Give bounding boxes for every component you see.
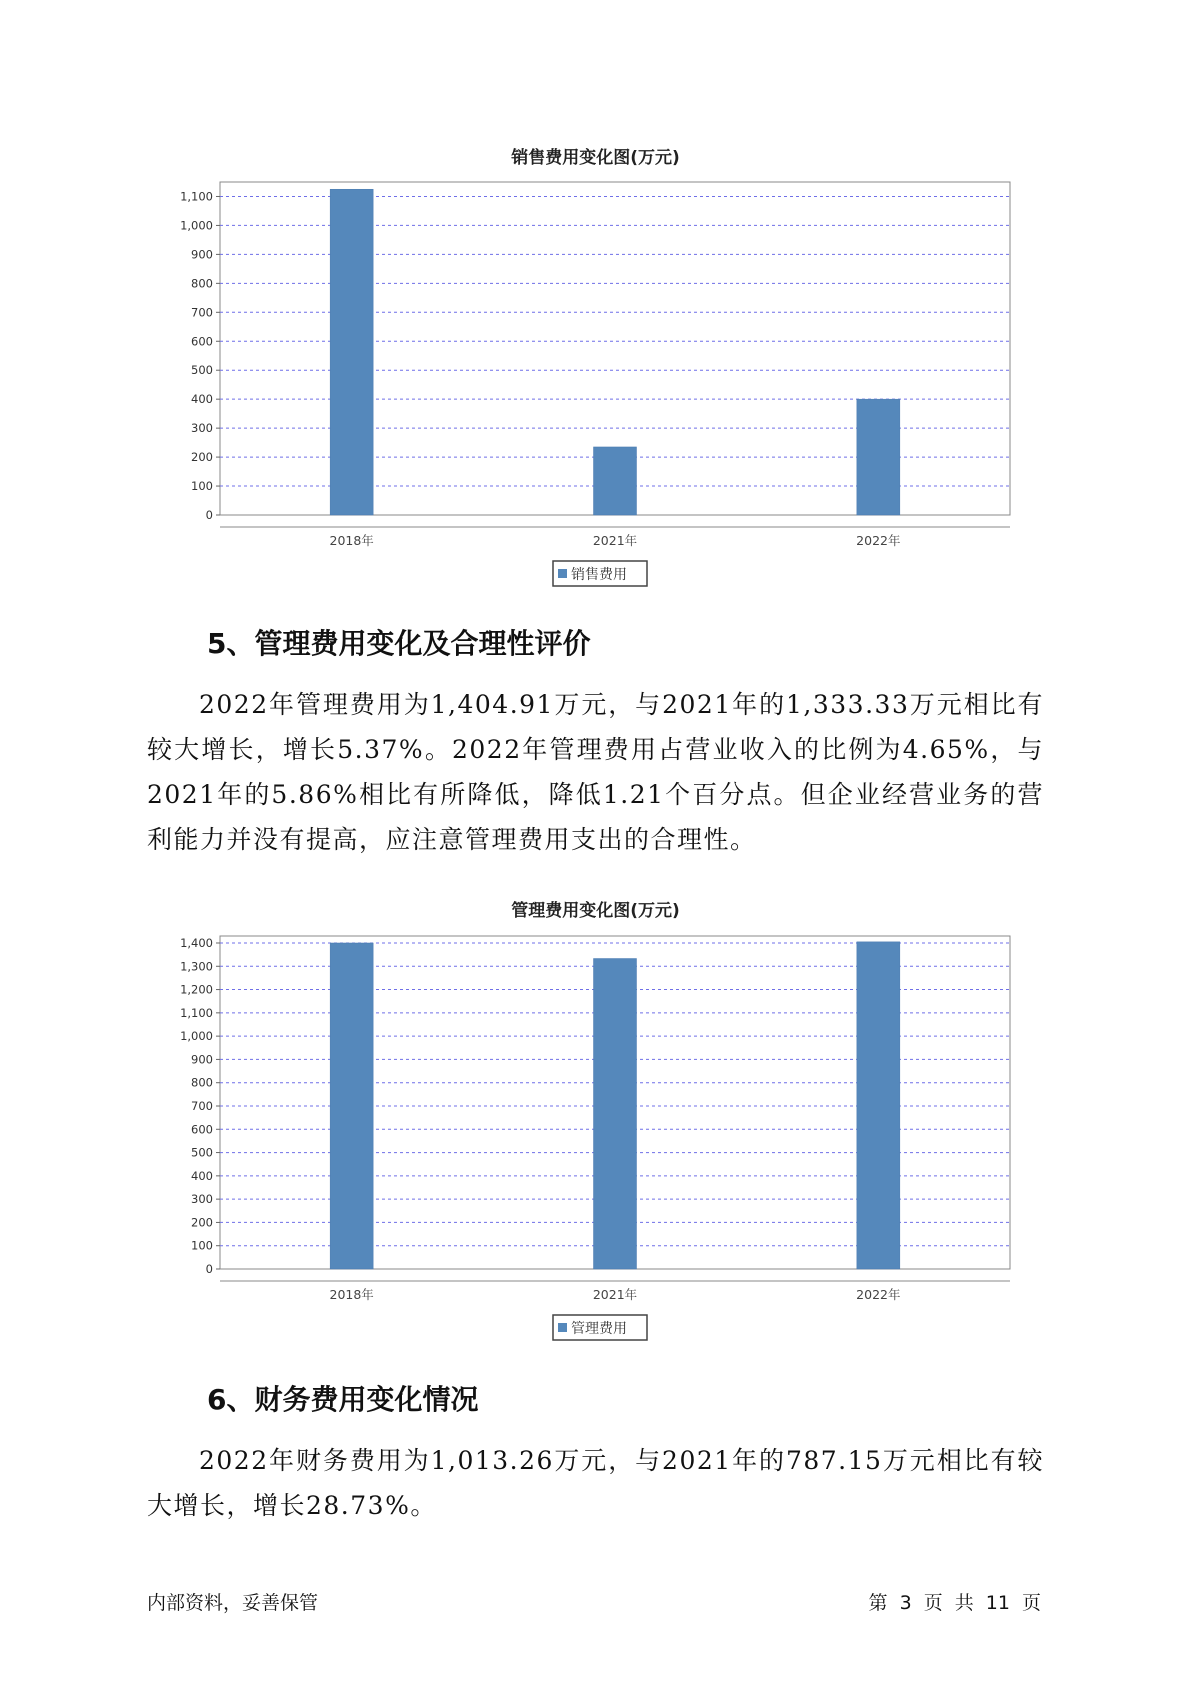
section6-paragraph: 2022年财务费用为1,013.26万元，与2021年的787.15万元相比有较大增长，增长28.73%。 bbox=[147, 1446, 1044, 1520]
y-tick-label: 0 bbox=[205, 1262, 213, 1276]
y-tick-label: 100 bbox=[191, 1238, 213, 1253]
x-tick-label: 2018年 bbox=[329, 1287, 374, 1302]
y-tick-label: 0 bbox=[205, 508, 213, 522]
x-tick-label: 2018年 bbox=[329, 533, 374, 548]
bar bbox=[330, 943, 373, 1269]
bar bbox=[330, 189, 373, 515]
y-tick-label: 1,000 bbox=[180, 1029, 213, 1044]
y-tick-label: 1,000 bbox=[180, 218, 213, 233]
sales-expense-chart-title: 销售费用变化图(万元) bbox=[511, 148, 680, 168]
y-tick-label: 200 bbox=[191, 1215, 213, 1230]
bar bbox=[594, 959, 637, 1269]
section5-paragraph: 2022年管理费用为1,404.91万元，与2021年的1,333.33万元相比有较大增长，增长5.37%。2022年管理费用占营业收入的比例为4.65%，与2021年的5.86%相比有所降低，降低1.21个百分点。但企业经营业务的营利能力并没有提高，应注意管理费用支出的合理性。 bbox=[147, 690, 1044, 854]
y-tick-label: 1,100 bbox=[180, 1005, 213, 1020]
y-tick-label: 900 bbox=[191, 247, 213, 262]
x-tick-label: 2021年 bbox=[592, 533, 638, 548]
y-tick-label: 600 bbox=[191, 334, 213, 349]
bar bbox=[857, 399, 900, 515]
y-tick-label: 1,400 bbox=[180, 935, 213, 950]
y-tick-label: 1,200 bbox=[180, 982, 213, 997]
y-tick-label: 500 bbox=[191, 1145, 213, 1160]
footer-confidential-note: 内部资料，妥善保管 bbox=[147, 1592, 319, 1614]
y-tick-label: 900 bbox=[191, 1052, 213, 1067]
y-tick-label: 700 bbox=[191, 1098, 213, 1113]
x-tick-label: 2022年 bbox=[856, 1287, 901, 1302]
legend-swatch bbox=[558, 1323, 567, 1332]
x-tick-label: 2021年 bbox=[592, 1287, 638, 1302]
footer-page-number: 第 3 页 共 11 页 bbox=[868, 1592, 1041, 1614]
legend-label: 管理费用 bbox=[571, 1321, 627, 1337]
y-tick-label: 500 bbox=[191, 363, 213, 378]
y-tick-label: 1,100 bbox=[180, 189, 213, 204]
admin-expense-chart-title: 管理费用变化图(万元) bbox=[511, 901, 680, 921]
section5-heading: 5、管理费用变化及合理性评价 bbox=[207, 627, 591, 660]
bar bbox=[594, 447, 637, 515]
y-tick-label: 600 bbox=[191, 1122, 213, 1137]
y-tick-label: 100 bbox=[191, 479, 213, 494]
y-tick-label: 400 bbox=[191, 392, 213, 407]
section6-heading: 6、财务费用变化情况 bbox=[207, 1383, 479, 1416]
y-tick-label: 300 bbox=[191, 421, 213, 436]
y-tick-label: 800 bbox=[191, 276, 213, 291]
y-tick-label: 800 bbox=[191, 1075, 213, 1090]
sales-expense-chart bbox=[0, 160, 1191, 600]
bar bbox=[857, 942, 900, 1269]
x-tick-label: 2022年 bbox=[856, 533, 901, 548]
legend-label: 销售费用 bbox=[571, 567, 627, 583]
legend-swatch bbox=[558, 569, 567, 578]
y-tick-label: 700 bbox=[191, 305, 213, 320]
y-tick-label: 400 bbox=[191, 1168, 213, 1183]
y-tick-label: 300 bbox=[191, 1192, 213, 1207]
admin-expense-chart bbox=[0, 914, 1191, 1354]
y-tick-label: 1,300 bbox=[180, 959, 213, 974]
y-tick-label: 200 bbox=[191, 450, 213, 465]
